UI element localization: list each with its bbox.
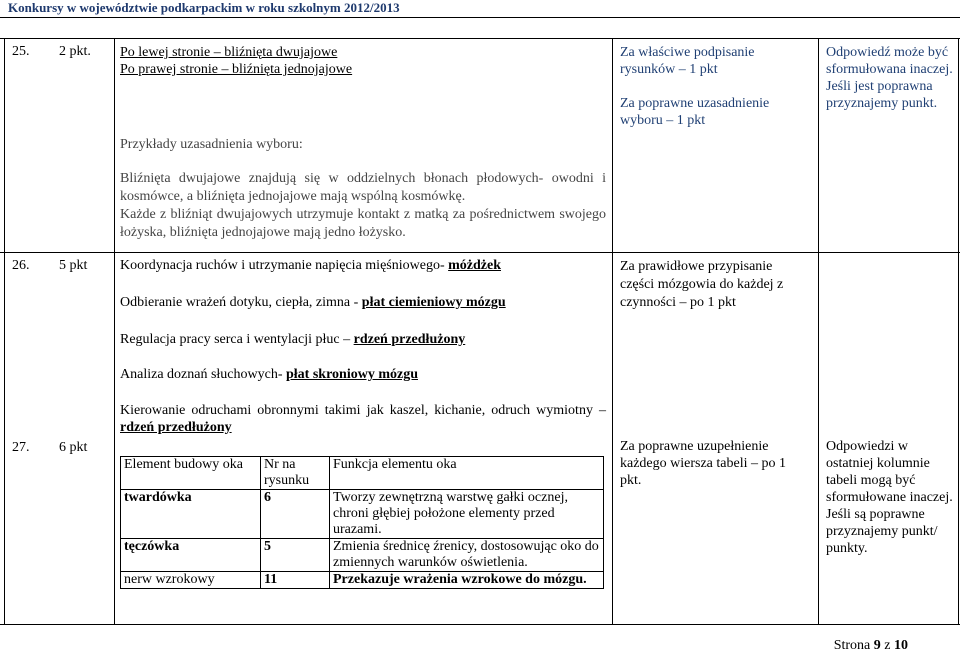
q25-crit-2: Za poprawne uzasadnienie wyboru – 1 pkt <box>620 96 770 128</box>
header-rule <box>0 17 960 18</box>
q26-item-4 <box>120 367 608 383</box>
col-divider-1 <box>114 38 115 624</box>
q26-item-1 <box>120 258 608 274</box>
q26-criteria: Za prawidłowe przypisanie części mózgowia do każdej z czynności – po 1 pkt <box>620 259 784 310</box>
q25-line1: Po lewej stronie – bliźnięta dwujajowe <box>120 45 338 60</box>
row-top-border <box>0 38 960 39</box>
table-row <box>121 572 604 589</box>
table-header-row <box>121 457 604 490</box>
q25-answer <box>120 44 600 78</box>
q26-item-5 <box>120 402 606 436</box>
table-cell-element: twardówka <box>121 490 261 539</box>
table-cell-number: 5 <box>261 539 330 572</box>
table-cell-element: tęczówka <box>121 539 261 572</box>
document-header: Konkursy w województwie podkarpackim w roku szkolnym 2012/2013 <box>8 0 400 15</box>
q25-examples-label: Przykłady uzasadnienia wyboru: <box>120 137 303 152</box>
q25-number: 25. <box>12 44 30 59</box>
q25-justification-1: Bliźnięta dwujajowe znajdują się w oddzielnych błonach płodowych- owodni i kosmówce, a bliźnięta jednojajowe mają wspólną kosmówkę. <box>120 171 606 204</box>
q26-item-5-text: Kierowanie odruchami obronnymi takimi jak kaszel, kichanie, odruch wymiotny – <box>120 403 606 418</box>
q25-note: Odpowiedź może być sformułowana inaczej. Jeśli jest poprawna przyznajemy punkt. <box>826 45 953 111</box>
table-cell-function: Przekazuje wrażenia wzrokowe do mózgu. <box>330 572 604 589</box>
q26-item-4-answer: płat skroniowy mózgu <box>286 367 418 382</box>
table-header-element: Element budowy oka <box>121 457 261 490</box>
q26-item-5-answer: rdzeń przedłużony <box>120 420 232 435</box>
q26-item-4-text: Analiza doznań słuchowych- <box>120 367 283 382</box>
q26-item-3-text: Regulacja pracy serca i wentylacji płuc – <box>120 332 351 347</box>
table-cell-function: Tworzy zewnętrzną warstwę gałki ocznej, chroni głębiej położone elementy przed urazami. <box>330 490 604 539</box>
q27-note: Odpowiedzi w ostatniej kolumnie tabeli mogą być sformułowane inaczej. Jeśli są poprawne przyznajemy punkt/ punkty. <box>826 439 953 556</box>
page-label: Strona <box>833 638 871 653</box>
q25-justification-2: Każde z bliźniąt dwujajowych utrzymuje kontakt z matką za pośrednictwem swojego łożyska, bliźnięta jednojajowe mają jedno łożysko. <box>120 207 606 240</box>
q26-item-3 <box>120 332 608 348</box>
q26-item-2-answer: płat ciemieniowy mózgu <box>361 295 506 310</box>
q25-crit-1: Za właściwe podpisanie rysunków – 1 pkt <box>620 45 755 77</box>
q26-number: 26. <box>12 258 30 273</box>
eye-structure-table <box>120 456 604 589</box>
table-cell-number: 6 <box>261 490 330 539</box>
table-header-number: Nr na rysunku <box>261 457 330 490</box>
col-left-border <box>4 38 5 624</box>
row-divider-25-26 <box>0 252 960 253</box>
q27-number: 27. <box>12 440 30 455</box>
table-header-function: Funkcja elementu oka <box>330 457 604 490</box>
page-of: z <box>884 638 891 653</box>
q26-item-3-answer: rdzeń przedłużony <box>353 332 466 347</box>
q25-justification <box>120 170 606 242</box>
q25-points: 2 pkt. <box>59 44 91 59</box>
q26-points: 5 pkt <box>59 258 88 273</box>
q26-item-2 <box>120 295 608 311</box>
table-row <box>121 539 604 572</box>
q26-item-2-text: Odbieranie wrażeń dotyku, ciepła, zimna - <box>120 295 359 310</box>
table-cell-element: nerw wzrokowy <box>121 572 261 589</box>
table-cell-number: 11 <box>261 572 330 589</box>
page-number: 9 <box>873 638 881 653</box>
table-row <box>121 490 604 539</box>
col-divider-2 <box>612 38 613 624</box>
q27-points: 6 pkt <box>59 440 88 455</box>
col-right-border <box>958 38 959 624</box>
row-bottom-border <box>0 624 960 625</box>
page-total: 10 <box>894 638 908 653</box>
table-cell-function: Zmienia średnicę źrenicy, dostosowując oko do zmiennych warunków oświetlenia. <box>330 539 604 572</box>
q27-criteria: Za poprawne uzupełnienie każdego wiersza tabeli – po 1 pkt. <box>620 439 786 488</box>
col-divider-3 <box>818 38 819 624</box>
q26-item-1-text: Koordynacja ruchów i utrzymanie napięcia mięśniowego- <box>120 258 445 273</box>
q26-item-1-answer: móżdżek <box>448 258 501 273</box>
q25-line2: Po prawej stronie – bliźnięta jednojajowe <box>120 62 353 77</box>
q25-criteria <box>620 44 810 129</box>
